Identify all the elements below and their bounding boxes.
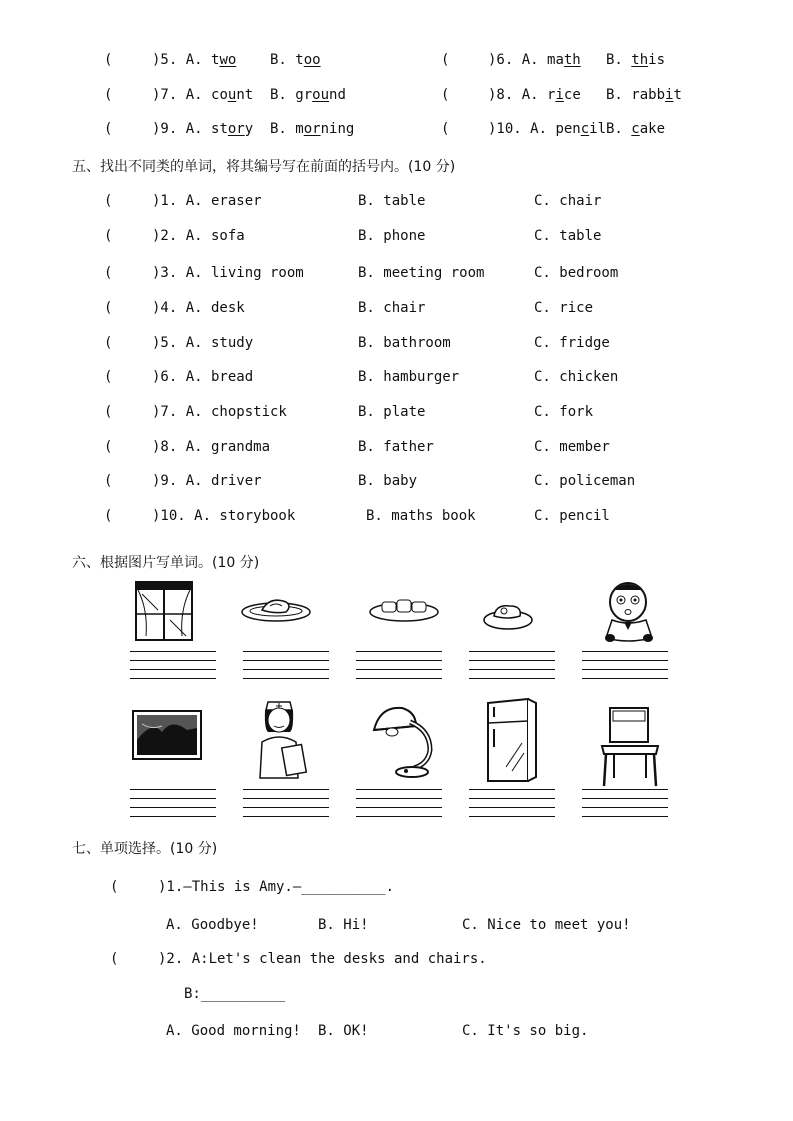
section7-title: 七、单项选择。(10 分)	[72, 841, 218, 857]
word: this	[631, 52, 666, 68]
answer-lines-5[interactable]	[582, 651, 668, 687]
chicken-plate-icon	[240, 594, 312, 624]
answer-lines-6[interactable]	[130, 789, 216, 825]
odd-one-option-a: )1. A. eraser	[152, 193, 262, 209]
picture-frame-icon	[132, 710, 202, 760]
word: two	[211, 52, 237, 68]
q2-option-a: A. Good morning!	[166, 1023, 301, 1039]
odd-one-option-a: )6. A. bread	[152, 369, 254, 385]
answer-paren[interactable]: (	[104, 265, 113, 281]
word: morning	[295, 121, 355, 137]
word: count	[211, 87, 254, 103]
pron-item-right-a: )10. A. pencil	[488, 121, 607, 137]
answer-paren[interactable]: (	[104, 335, 113, 351]
odd-one-option-c: C. fork	[534, 404, 594, 420]
answer-lines-9[interactable]	[469, 789, 555, 825]
q2-option-c: C. It's so big.	[462, 1023, 589, 1039]
answer-lines-2[interactable]	[243, 651, 329, 687]
odd-one-option-b: B. table	[358, 193, 426, 209]
section5-title: 五、找出不同类的单词，将其编号写在前面的括号内。(10 分)	[72, 159, 456, 175]
odd-one-option-a: )5. A. study	[152, 335, 254, 351]
word: ground	[295, 87, 346, 103]
answer-paren-right[interactable]: (	[441, 52, 450, 68]
odd-one-option-a: )3. A. living room	[152, 265, 304, 281]
answer-paren-right[interactable]: (	[441, 121, 450, 137]
meat-plate-icon	[482, 598, 534, 632]
odd-one-option-a: )4. A. desk	[152, 300, 245, 316]
odd-one-option-b: B. meeting room	[358, 265, 485, 281]
odd-one-option-b: B. phone	[358, 228, 426, 244]
answer-paren[interactable]: (	[104, 439, 113, 455]
answer-paren-left[interactable]: (	[104, 121, 113, 137]
pron-item-left-b: B. ground	[270, 87, 346, 103]
q2-text: )2. A:Let's clean the desks and chairs.	[158, 951, 487, 967]
answer-lines-7[interactable]	[243, 789, 329, 825]
answer-lines-1[interactable]	[130, 651, 216, 687]
answer-lines-10[interactable]	[582, 789, 668, 825]
answer-lines-4[interactable]	[469, 651, 555, 687]
pron-item-left-a: )5. A. two	[152, 52, 237, 68]
q1-paren[interactable]: (	[110, 879, 119, 895]
q1-option-a: A. Goodbye!	[166, 917, 259, 933]
answer-paren[interactable]: (	[104, 404, 113, 420]
answer-lines-8[interactable]	[356, 789, 442, 825]
word: cake	[631, 121, 666, 137]
word: rabbit	[631, 87, 682, 103]
window-icon	[134, 580, 194, 642]
q2-paren[interactable]: (	[110, 951, 119, 967]
word: story	[211, 121, 254, 137]
q2-option-b: B. OK!	[318, 1023, 369, 1039]
odd-one-option-b: B. bathroom	[358, 335, 451, 351]
word: math	[547, 52, 581, 68]
odd-one-option-b: B. baby	[358, 473, 418, 489]
odd-one-option-c: C. fridge	[534, 335, 610, 351]
odd-one-option-b: B. hamburger	[358, 369, 460, 385]
odd-one-option-c: C. bedroom	[534, 265, 619, 281]
answer-lines-3[interactable]	[356, 651, 442, 687]
answer-paren[interactable]: (	[104, 369, 113, 385]
answer-paren-left[interactable]: (	[104, 87, 113, 103]
pron-item-right-a: )6. A. math	[488, 52, 581, 68]
answer-paren[interactable]: (	[104, 300, 113, 316]
q2-b-line: B:__________	[184, 986, 286, 1002]
odd-one-option-c: C. policeman	[534, 473, 636, 489]
q1-option-b: B. Hi!	[318, 917, 369, 933]
odd-one-option-a: )2. A. sofa	[152, 228, 245, 244]
pron-item-left-b: B. too	[270, 52, 321, 68]
pron-item-left-a: )7. A. count	[152, 87, 254, 103]
bread-plate-icon	[368, 594, 440, 624]
desk-lamp-icon	[370, 700, 436, 780]
pron-item-left-b: B. morning	[270, 121, 355, 137]
fridge-icon	[486, 697, 540, 785]
odd-one-option-a: )10. A. storybook	[152, 508, 296, 524]
word: pencil	[555, 121, 607, 137]
answer-paren[interactable]: (	[104, 193, 113, 209]
chair-icon	[600, 706, 660, 788]
odd-one-option-c: C. chicken	[534, 369, 619, 385]
odd-one-option-a: )8. A. grandma	[152, 439, 271, 455]
odd-one-option-a: )7. A. chopstick	[152, 404, 287, 420]
odd-one-option-b: B. maths book	[366, 508, 476, 524]
odd-one-option-c: C. pencil	[534, 508, 610, 524]
answer-paren[interactable]: (	[104, 473, 113, 489]
answer-paren[interactable]: (	[104, 508, 113, 524]
pron-item-right-b: B. cake	[606, 121, 666, 137]
pron-item-right-a: )8. A. rice	[488, 87, 581, 103]
odd-one-option-c: C. table	[534, 228, 602, 244]
answer-paren-left[interactable]: (	[104, 52, 113, 68]
q1-text: )1.—This is Amy.—__________.	[158, 879, 395, 895]
odd-one-option-c: C. rice	[534, 300, 594, 316]
pron-item-right-b: B. rabbit	[606, 87, 682, 103]
word: rice	[547, 87, 581, 103]
odd-one-option-b: B. plate	[358, 404, 426, 420]
nurse-icon	[252, 698, 312, 782]
baby-icon	[602, 580, 658, 644]
odd-one-option-c: C. member	[534, 439, 610, 455]
pron-item-left-a: )9. A. story	[152, 121, 254, 137]
answer-paren-right[interactable]: (	[441, 87, 450, 103]
answer-paren[interactable]: (	[104, 228, 113, 244]
pron-item-right-b: B. this	[606, 52, 666, 68]
q1-option-c: C. Nice to meet you!	[462, 917, 631, 933]
odd-one-option-b: B. chair	[358, 300, 426, 316]
word: too	[295, 52, 321, 68]
odd-one-option-a: )9. A. driver	[152, 473, 262, 489]
section6-title: 六、根据图片写单词。(10 分)	[72, 555, 260, 571]
odd-one-option-c: C. chair	[534, 193, 602, 209]
odd-one-option-b: B. father	[358, 439, 434, 455]
